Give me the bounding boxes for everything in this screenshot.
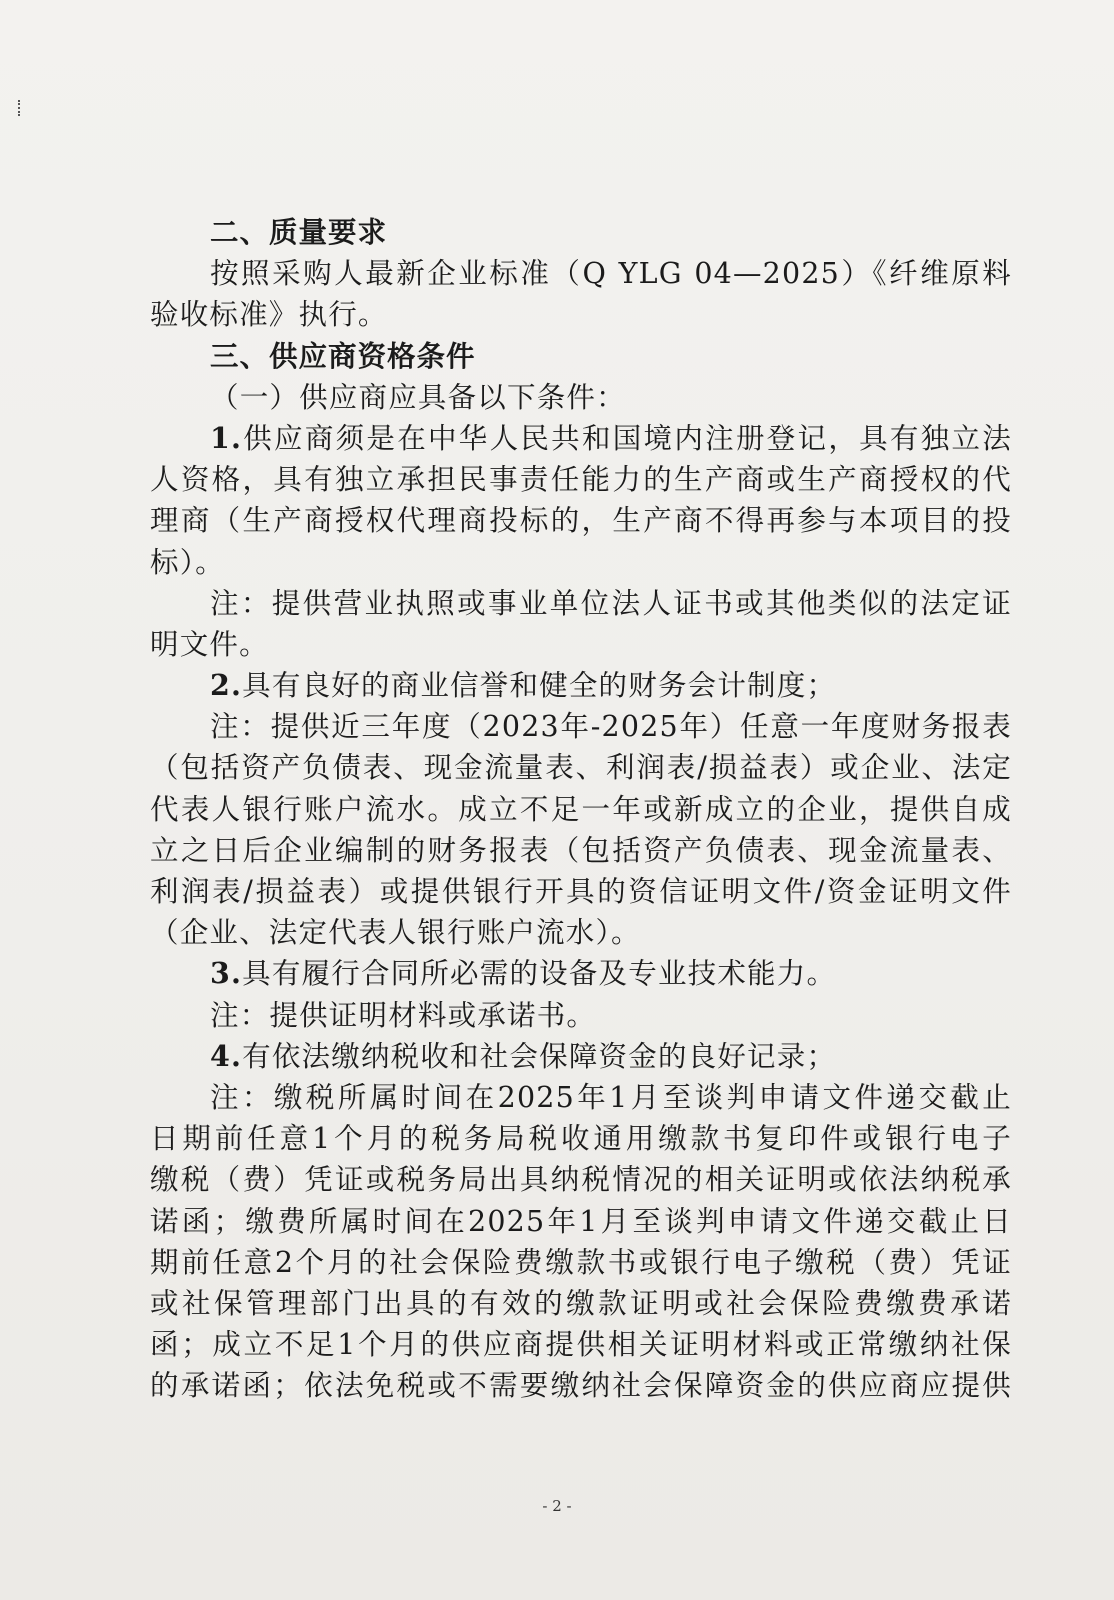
text-line bbox=[150, 377, 1012, 418]
line-text: 代表人银行账户流水。成立不足一年或新成立的企业，提供自成 bbox=[150, 792, 1012, 826]
text-line bbox=[150, 542, 1012, 583]
text-line bbox=[150, 624, 1012, 665]
line-text: （企业、法定代表人银行账户流水）。 bbox=[150, 916, 641, 950]
line-text: 注：提供近三年度（2023年-2025年）任意一年度财务报表 bbox=[210, 710, 1012, 744]
text-line bbox=[150, 1365, 1012, 1406]
line-text: 供应商须是在中华人民共和国境内注册登记，具有独立法 bbox=[242, 421, 1012, 455]
text-line bbox=[150, 294, 1012, 335]
line-text: 理商（生产商授权代理商投标的，生产商不得再参与本项目的投 bbox=[150, 504, 1012, 538]
line-text: 函；成立不足1个月的供应商提供相关证明材料或正常缴纳社保 bbox=[150, 1328, 1012, 1362]
line-text: 人资格，具有独立承担民事责任能力的生产商或生产商授权的代 bbox=[150, 463, 1012, 497]
line-text: 三、供应商资格条件 bbox=[210, 338, 476, 373]
text-line bbox=[150, 418, 1012, 459]
text-line bbox=[150, 665, 1012, 706]
line-text: 日期前任意1个月的税务局税收通用缴款书复印件或银行电子 bbox=[150, 1122, 1012, 1156]
text-line bbox=[150, 583, 1012, 624]
line-text: 按照采购人最新企业标准（Q YLG 04—2025）《纤维原料 bbox=[210, 257, 1012, 291]
text-line bbox=[150, 747, 1012, 788]
item-number: 4. bbox=[210, 1038, 243, 1073]
line-text: 有依法缴纳税收和社会保障资金的良好记录； bbox=[242, 1039, 837, 1073]
item-number: 3. bbox=[210, 956, 243, 991]
line-text: （一）供应商应具备以下条件： bbox=[210, 380, 626, 414]
text-line bbox=[150, 459, 1012, 500]
text-line bbox=[150, 1201, 1012, 1242]
line-text: 诺函；缴费所属时间在2025年1月至谈判申请文件递交截止日 bbox=[150, 1204, 1012, 1238]
line-text: 期前任意2个月的社会保险费缴款书或银行电子缴税（费）凭证 bbox=[150, 1245, 1012, 1279]
line-text: 利润表/损益表）或提供银行开具的资信证明文件/资金证明文件 bbox=[150, 875, 1012, 908]
text-line bbox=[150, 871, 1012, 912]
line-text: 注：提供营业执照或事业单位法人证书或其他类似的法定证 bbox=[210, 586, 1012, 620]
section-heading bbox=[150, 212, 1012, 253]
text-line bbox=[150, 995, 1012, 1036]
text-line bbox=[150, 253, 1012, 294]
text-line bbox=[150, 1242, 1012, 1283]
text-line bbox=[150, 1036, 1012, 1077]
text-line bbox=[150, 912, 1012, 953]
page-number: - 2 - bbox=[542, 1497, 572, 1515]
text-line bbox=[150, 500, 1012, 541]
line-text: 注：提供证明材料或承诺书。 bbox=[210, 998, 597, 1032]
text-line bbox=[150, 1118, 1012, 1159]
text-line bbox=[150, 953, 1012, 994]
margin-mark bbox=[18, 100, 22, 116]
item-number: 1. bbox=[210, 420, 243, 455]
line-text: 明文件。 bbox=[150, 627, 269, 661]
section-heading bbox=[150, 336, 1012, 377]
text-line bbox=[150, 789, 1012, 830]
document-body bbox=[150, 212, 1012, 1406]
text-line bbox=[150, 1077, 1012, 1118]
line-text: 验收标准》执行。 bbox=[150, 298, 388, 332]
line-text: 或社保管理部门出具的有效的缴款证明或社会保险费缴费承诺 bbox=[150, 1286, 1012, 1320]
line-text: 立之日后企业编制的财务报表（包括资产负债表、现金流量表、 bbox=[150, 833, 1012, 867]
line-text: （包括资产负债表、现金流量表、利润表/损益表）或企业、法定 bbox=[150, 751, 1012, 785]
text-line bbox=[150, 1283, 1012, 1324]
text-line bbox=[150, 1159, 1012, 1200]
item-number: 2. bbox=[210, 668, 243, 703]
line-text: 具有履行合同所必需的设备及专业技术能力。 bbox=[242, 957, 837, 991]
text-line bbox=[150, 706, 1012, 747]
text-line bbox=[150, 1324, 1012, 1365]
line-text: 缴税（费）凭证或税务局出具纳税情况的相关证明或依法纳税承 bbox=[150, 1163, 1012, 1197]
line-text: 具有良好的商业信誉和健全的财务会计制度； bbox=[242, 669, 837, 703]
line-text: 的承诺函；依法免税或不需要缴纳社会保障资金的供应商应提供 bbox=[150, 1369, 1012, 1403]
line-text: 注：缴税所属时间在2025年1月至谈判申请文件递交截止 bbox=[210, 1080, 1012, 1114]
line-text: 标）。 bbox=[150, 545, 225, 579]
line-text: 二、质量要求 bbox=[210, 215, 388, 249]
text-line bbox=[150, 830, 1012, 871]
